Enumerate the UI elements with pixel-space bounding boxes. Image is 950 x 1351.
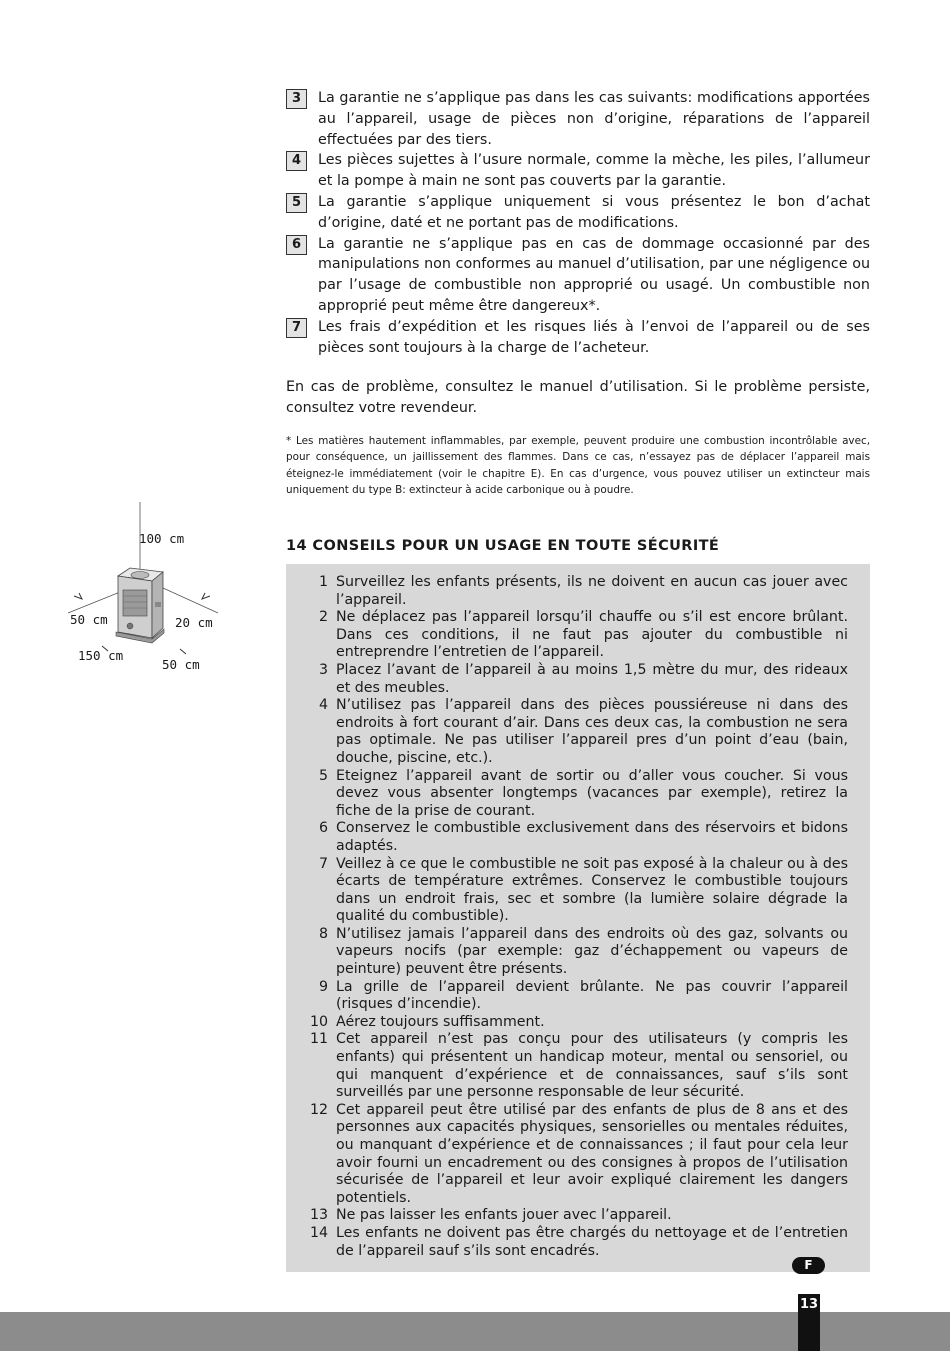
- dim-top: 100 cm: [139, 531, 185, 546]
- tip-number: 2: [318, 609, 328, 626]
- list-item: [298, 609, 848, 662]
- safety-tips-box: [286, 564, 870, 1272]
- tip-number: 5: [318, 767, 328, 784]
- tip-text: Conservez le combustible exclusivement dans des réservoirs et bidons adaptés.: [336, 820, 848, 854]
- tip-text: N’utilisez pas l’appareil dans des pièces poussiéreuse ni dans des endroits à fort courant d’air. Dans ces deux cas, la combustion ne sera pas optimale. Ne pas utiliser l’appareil pres d’un point d’eau (bain, douche, piscine, etc.).: [336, 697, 848, 766]
- language-badge: F: [792, 1257, 825, 1274]
- list-item: [298, 820, 848, 855]
- tip-text: Aérez toujours suffisamment.: [336, 1013, 545, 1030]
- item-number-box: 6: [286, 235, 307, 255]
- tip-text: Ne déplacez pas l’appareil lorsqu’il chauffe ou s’il est encore brûlant. Dans ces conditions, il ne faut pas ajouter du combustible ni entreprendre l’entretien de l’appareil.: [336, 609, 848, 661]
- warranty-list: [286, 88, 870, 358]
- tip-text: Surveillez les enfants présents, ils ne doivent en aucun cas jouer avec l’appareil.: [336, 574, 848, 608]
- warranty-item: [286, 192, 870, 234]
- item-text: Les pièces sujettes à l’usure normale, comme la mèche, les piles, l’allumeur et la pompe à main ne sont pas couverts par la garantie.: [318, 152, 870, 190]
- tip-text: Ne pas laisser les enfants jouer avec l’appareil.: [336, 1207, 672, 1224]
- list-item: [298, 926, 848, 979]
- dim-left: 50 cm: [70, 612, 108, 627]
- tip-number: 12: [309, 1101, 328, 1118]
- tip-number: 3: [318, 661, 328, 678]
- list-item: [298, 1207, 848, 1225]
- warranty-item: [286, 317, 870, 359]
- tip-number: 6: [318, 820, 328, 837]
- tip-text: La grille de l’appareil devient brûlante. Ne pas couvrir l’appareil (risques d’incendie).: [336, 978, 848, 1013]
- item-number-box: 5: [286, 193, 307, 213]
- item-text: La garantie ne s’applique pas en cas de dommage occasionné par des manipulations non conformes au manuel d’utilisation, par une négligence ou par l’usage de combustible non approprié ou usagé. Un combustible non approprié peut même être dangereux*.: [318, 235, 870, 314]
- tip-number: 1: [318, 574, 328, 590]
- item-text: Les frais d’expédition et les risques liés à l’envoi de l’appareil ou de ses pièces sont toujours à la charge de l’acheteur.: [318, 318, 870, 356]
- tip-number: 10: [309, 1013, 328, 1030]
- tip-text: Placez l’avant de l’appareil à au moins 1,5 mètre du mur, des rideaux et des meubles.: [336, 661, 848, 696]
- list-item: [298, 574, 848, 609]
- footnote: * Les matières hautement inflammables, par exemple, peuvent produire une combustion incontrôlable avec, pour conséquence, un jaillissement des flammes. Dans ce cas, n’essayez pas de déplacer l’appareil mais éteignez-le immédiatement (voir le chapitre E). En cas d’urgence, vous pouvez utiliser un extincteur mais uniquement du type B: extincteur à acide carbonique ou à poudre.: [286, 435, 870, 496]
- tip-text: Eteignez l’appareil avant de sortir ou d’aller vous coucher. Si vous devez vous absenter longtemps (vacances par exemple), retirez la fiche de la prise de courant.: [336, 767, 848, 819]
- tip-number: 8: [318, 925, 328, 942]
- item-number-box: 3: [286, 89, 307, 109]
- tip-text: Cet appareil peut être utilisé par des enfants de plus de 8 ans et des personnes aux capacités physiques, sensorielles ou mentales réduites, ou manquant d’expérience et de connaissances ; il faut pour cela leur avoir fourni un encadrement ou des consignes à propos de l’utilisation sécurisée de l’appareil et leur avoir expliqué clairement les dangers potentiels.: [336, 1101, 848, 1206]
- tip-text: N’utilisez jamais l’appareil dans des endroits où des gaz, solvants ou vapeurs nocifs (par exemple: gaz d’échappement ou vapeurs de peinture) peuvent être présents.: [336, 925, 848, 978]
- tip-number: 7: [318, 855, 328, 872]
- clearance-diagram: [60, 500, 235, 675]
- warranty-item: [286, 234, 870, 317]
- list-item: [298, 856, 848, 926]
- dim-front-right: 50 cm: [162, 657, 200, 672]
- tip-number: 9: [318, 978, 328, 995]
- heater-illustration: [68, 502, 218, 654]
- page-number: 13: [798, 1294, 820, 1351]
- list-item: [298, 1014, 848, 1032]
- list-item: [298, 662, 848, 697]
- item-text: La garantie s’applique uniquement si vous présentez le bon d’achat d’origine, daté et ne portant pas de modifications.: [318, 193, 870, 231]
- tip-number: 11: [309, 1031, 328, 1048]
- item-number-box: 4: [286, 151, 307, 171]
- warranty-item: [286, 150, 870, 192]
- list-item: [298, 768, 848, 821]
- tip-text: Veillez à ce que le combustible ne soit pas exposé à la chaleur ou à des écarts de température extrêmes. Conservez le combustible toujours dans un endroit frais, sec et sombre (la lumière solaire dégrade la qualité du combustible).: [336, 855, 848, 925]
- section-title: 14 CONSEILS POUR UN USAGE EN TOUTE SÉCURITÉ: [286, 538, 720, 554]
- tip-text: Cet appareil n’est pas conçu pour des utilisateurs (y compris les enfants) qui présentent un handicap moteur, mental ou sensoriel, ou qui manquent d’expérience et de connaissances, sauf s’ils sont surveillés par une personne responsable de leur sécurité.: [336, 1031, 848, 1101]
- tip-number: 13: [309, 1207, 328, 1224]
- dim-front-left: 150 cm: [78, 648, 124, 663]
- item-number-box: 7: [286, 318, 307, 338]
- tip-number: 14: [309, 1224, 328, 1241]
- list-item: [298, 979, 848, 1014]
- warranty-item: [286, 88, 870, 150]
- list-item: [298, 1031, 848, 1101]
- list-item: [298, 1225, 848, 1260]
- problem-paragraph: En cas de problème, consultez le manuel d’utilisation. Si le problème persiste, consultez votre revendeur.: [286, 379, 870, 416]
- tip-number: 4: [318, 697, 328, 714]
- list-item: [298, 1102, 848, 1208]
- item-text: La garantie ne s’applique pas dans les cas suivants: modifications apportées au l’appareil, usage de pièces non d’origine, réparations de l’appareil effectuées par des tiers.: [318, 90, 870, 148]
- tip-text: Les enfants ne doivent pas être chargés du nettoyage et de l’entretien de l’appareil sauf s’ils sont encadrés.: [336, 1224, 848, 1259]
- list-item: [298, 697, 848, 767]
- dim-right: 20 cm: [175, 615, 213, 630]
